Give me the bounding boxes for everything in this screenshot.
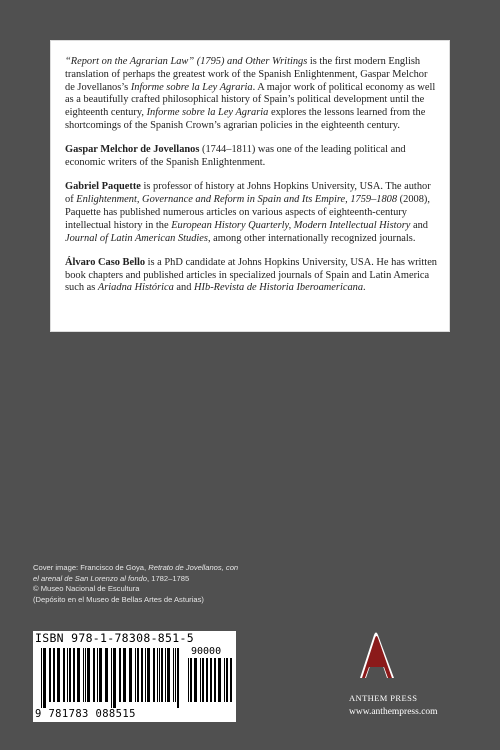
italic-title: Journal of Latin American Studies (65, 232, 208, 244)
text-span: (1744–1811) was one of the leading political and economic writers of the Spanish Enlightenment. (65, 144, 406, 169)
author-name: Gaspar Melchor de Jovellanos (65, 144, 200, 156)
text-span: explores the lessons learned from the shortcomings of the Spanish Crown’s agrarian policies in the eighteenth century. (65, 107, 426, 131)
anthem-press-logo-icon (357, 629, 397, 679)
deposit-location: (Depósito en el Museo de Bellas Artes de Asturias) (33, 594, 204, 604)
barcode-bar (159, 648, 160, 702)
barcode-bar (57, 648, 60, 702)
italic-title: Enlightenment, Governance and Reform in Spain and Its Empire, 1759–1808 (76, 194, 398, 206)
barcode-bar (214, 658, 216, 702)
copyright-line: © Museo Nacional de Escultura (33, 584, 140, 594)
barcode-bar (105, 648, 108, 702)
barcode-bar (49, 648, 51, 702)
text-span: is the first modern English translation of perhaps the greatest work of the Spanish Enlightenment, Gaspar Melchor de Jovellanos’s (65, 56, 428, 93)
barcode-bar (77, 648, 80, 702)
addon-barcode-bars (188, 658, 232, 708)
italic-title: HIb-Revista de Historia Iberoamericana (194, 282, 364, 294)
blurb-description (65, 56, 437, 133)
publisher-name: ANTHEM PRESS (349, 693, 418, 703)
barcode-bar (83, 648, 84, 702)
barcode-bar (69, 648, 71, 702)
barcode-bar (165, 648, 166, 702)
barcode-bar (113, 648, 116, 708)
painting-dates: , 1782–1785 (147, 573, 190, 583)
barcode-bar (43, 648, 46, 708)
isbn-barcode (33, 631, 236, 722)
barcode-bar (157, 648, 158, 702)
text-span: and (173, 282, 195, 294)
ean-barcode-bars (41, 648, 181, 708)
barcode-bar (135, 648, 136, 702)
barcode-bar (175, 648, 176, 702)
barcode-bar (161, 648, 163, 702)
italic-title: European History Quarterly, Modern Intellectual History (171, 219, 411, 231)
barcode-bar (218, 658, 221, 702)
barcode-bar (194, 658, 197, 702)
barcode-bar (200, 658, 201, 702)
barcode-bar (85, 648, 86, 702)
text-span: (2008), Paquette has published numerous articles on various aspects of eighteenth-century intellectual history in the (65, 194, 430, 231)
barcode-bar (53, 648, 55, 702)
barcode-bar (97, 648, 98, 702)
text-span: , among other internationally recognized journals. (207, 232, 416, 244)
barcode-bar (141, 648, 143, 702)
barcode-bar (167, 648, 170, 702)
author-bio-jovellanos (65, 144, 437, 170)
barcode-bar (99, 648, 102, 702)
barcode-bar (87, 648, 90, 702)
barcode-bar (63, 648, 65, 702)
publisher-website: www.anthempress.com (349, 707, 438, 717)
italic-title: Informe sobre la Ley Agraria (146, 107, 269, 119)
blurb-panel (50, 40, 450, 332)
barcode-bar (153, 648, 155, 702)
barcode-bar (123, 648, 126, 702)
barcode-bar (145, 648, 146, 702)
barcode-bar (67, 648, 68, 702)
blurb-text (65, 56, 437, 307)
barcode-bar (188, 658, 189, 702)
italic-title: Informe sobre la Ley Agraria (130, 81, 253, 93)
text-span: . A major work of political economy as well as a beautifully crafted philosophical history of Spain’s political development until the eighteenth century, (65, 81, 436, 119)
barcode-bar (147, 648, 150, 702)
barcode-bar (173, 648, 174, 702)
text-span: . (363, 282, 366, 294)
barcode-bar (202, 658, 204, 702)
editor-name: Álvaro Caso Bello (65, 256, 146, 268)
credit-prefix: Cover image: Francisco de Goya, (33, 563, 149, 572)
italic-title: Ariadna Histórica (97, 282, 174, 294)
text-span: is a PhD candidate at Johns Hopkins University, USA. He has written book chapters and published articles in specialized journals of Spain and Latin America such as (65, 256, 438, 294)
barcode-bar (224, 658, 225, 702)
barcode-bar (129, 648, 132, 702)
barcode-bar (119, 648, 121, 702)
barcode-bar (230, 658, 232, 702)
barcode-bar (190, 658, 192, 702)
barcode-bar (210, 658, 212, 702)
barcode-bar (111, 648, 112, 708)
price-addon-digits: 90000 (191, 646, 222, 657)
text-span: is professor of history at Johns Hopkins University, USA. The author of (65, 181, 431, 206)
editor-name: Gabriel Paquette (65, 181, 141, 193)
book-title-italic: “Report on the Agrarian Law” (1795) and Other Writings (65, 56, 308, 67)
ean-digits: 9 781783 088515 (35, 708, 136, 720)
barcode-bar (137, 648, 139, 702)
editor-bio-paquette (65, 181, 437, 245)
isbn-label: ISBN 978-1-78308-851-5 (35, 631, 194, 645)
cover-image-credit (33, 563, 243, 605)
text-span: and (410, 219, 428, 231)
barcode-bar (226, 658, 228, 702)
barcode-bar (93, 648, 95, 702)
editor-bio-caso-bello (65, 257, 437, 295)
painting-title: Retrato de Jovellanos, con el arenal de San Lorenzo al fondo (33, 563, 239, 583)
barcode-bar (206, 658, 208, 702)
barcode-bar (177, 648, 179, 708)
barcode-bar (73, 648, 75, 702)
barcode-bar (41, 648, 42, 708)
